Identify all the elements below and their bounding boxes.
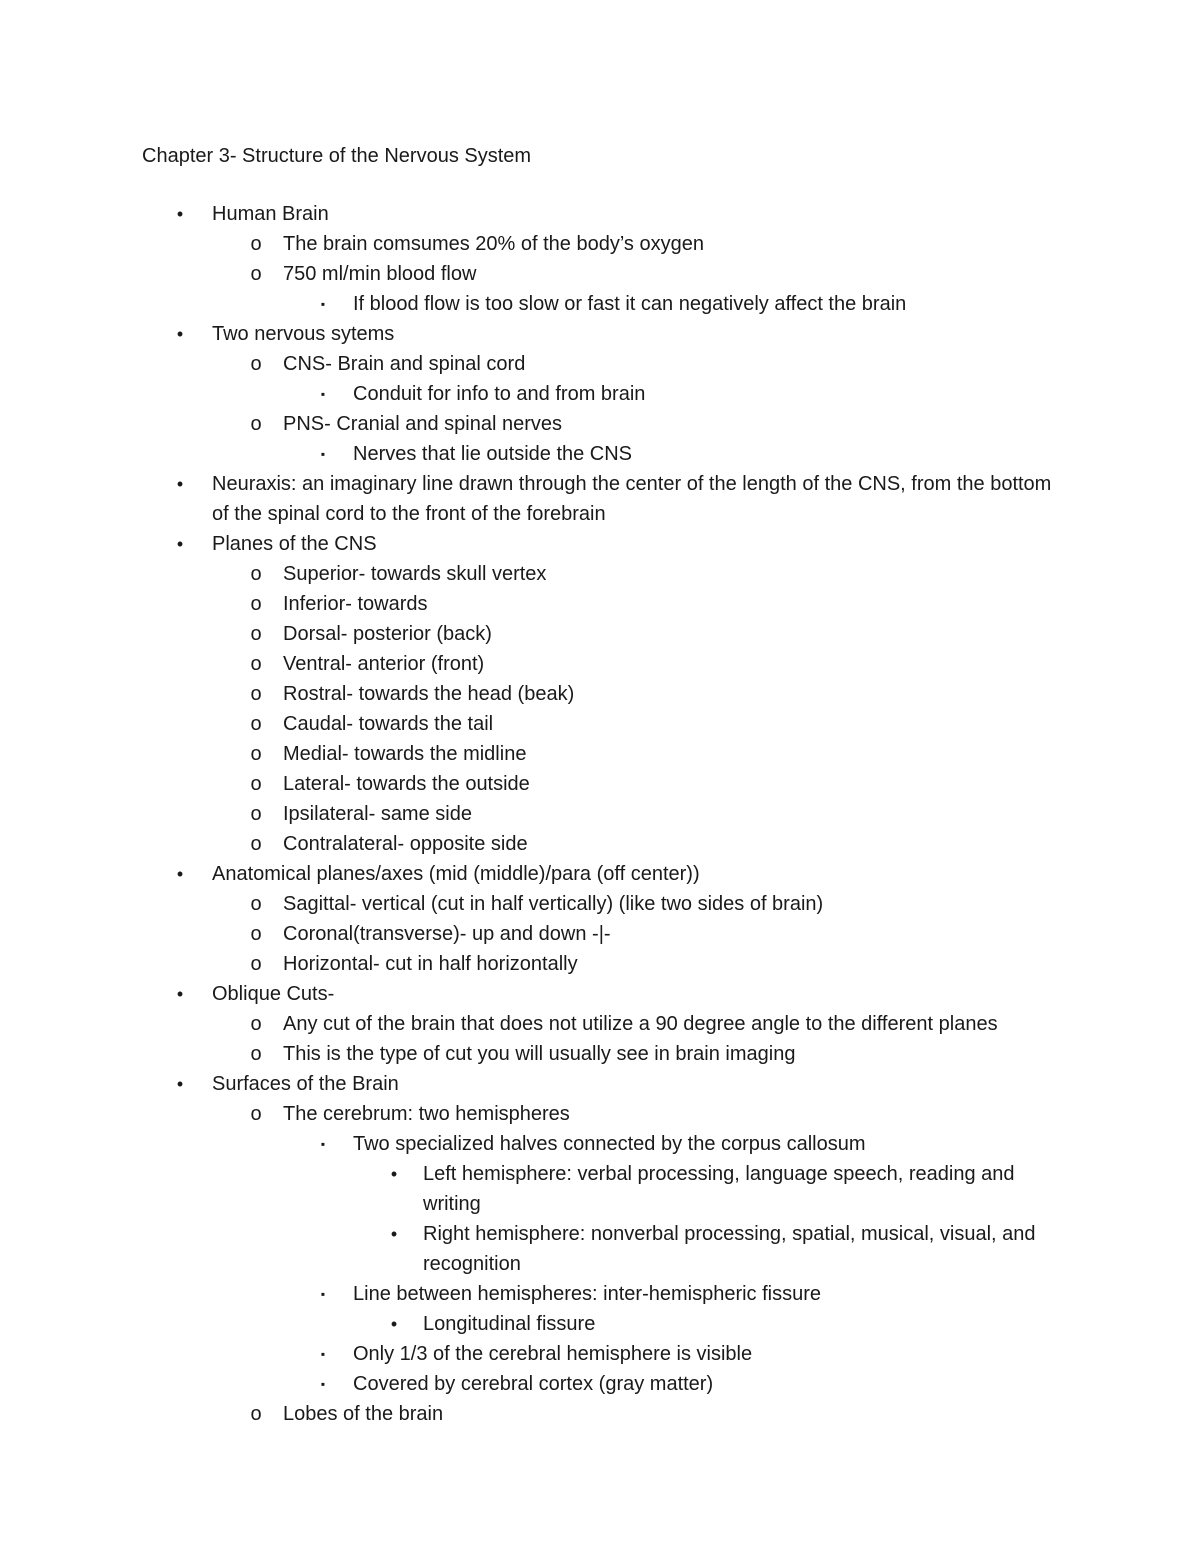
bullet-marker: o <box>250 803 262 825</box>
list-item <box>0 1219 1200 1279</box>
list-item-text: Dorsal- posterior (back) <box>283 623 492 645</box>
list-item <box>0 1039 1200 1069</box>
list-item-text: Rostral- towards the head (beak) <box>283 683 575 705</box>
list-item <box>0 349 1200 379</box>
bullet-marker: o <box>250 623 262 645</box>
list-item <box>0 289 1200 319</box>
list-item <box>0 799 1200 829</box>
list-item <box>0 229 1200 259</box>
list-item <box>0 1369 1200 1399</box>
list-item <box>0 1339 1200 1369</box>
document-title: Chapter 3- Structure of the Nervous System <box>142 145 532 167</box>
list-item <box>0 469 1200 529</box>
bullet-marker: o <box>250 1403 262 1425</box>
list-item <box>0 319 1200 349</box>
list-item-text: Coronal(transverse)- up and down -|- <box>283 923 611 945</box>
bullet-marker: • <box>176 1074 184 1094</box>
bullet-marker: o <box>250 263 262 285</box>
list-item <box>0 949 1200 979</box>
bullet-marker: ▪ <box>320 1347 326 1361</box>
bullet-marker: o <box>250 953 262 975</box>
list-item <box>0 709 1200 739</box>
list-item <box>0 919 1200 949</box>
bullet-marker: o <box>250 923 262 945</box>
bullet-marker: o <box>250 413 262 435</box>
list-item-text: Human Brain <box>212 203 329 225</box>
list-item-text: If blood flow is too slow or fast it can negatively affect the brain <box>353 293 907 315</box>
bullet-marker: o <box>250 233 262 255</box>
list-item-text: Lobes of the brain <box>283 1403 444 1425</box>
list-item <box>0 859 1200 889</box>
list-item-text: Planes of the CNS <box>212 533 377 555</box>
bullet-marker: ▪ <box>320 447 326 461</box>
list-item <box>0 409 1200 439</box>
bullet-marker: o <box>250 653 262 675</box>
list-item-text: Covered by cerebral cortex (gray matter) <box>353 1373 714 1395</box>
list-item <box>0 1069 1200 1099</box>
bullet-marker: ▪ <box>320 297 326 311</box>
list-item-text: Oblique Cuts- <box>212 983 335 1005</box>
list-item <box>0 1099 1200 1129</box>
bullet-outline <box>0 199 1200 1429</box>
bullet-marker: • <box>176 474 184 494</box>
bullet-marker: o <box>250 773 262 795</box>
list-item-text: Ipsilateral- same side <box>283 803 472 825</box>
list-item-text: Surfaces of the Brain <box>212 1073 399 1095</box>
list-item <box>0 619 1200 649</box>
bullet-marker: ▪ <box>320 387 326 401</box>
list-item <box>0 1309 1200 1339</box>
list-item <box>0 379 1200 409</box>
list-item-text: Line between hemispheres: inter-hemispheric fissure <box>353 1283 822 1305</box>
list-item-text: Longitudinal fissure <box>423 1313 596 1335</box>
bullet-marker: • <box>390 1164 398 1184</box>
list-item-text: Horizontal- cut in half horizontally <box>283 953 578 975</box>
list-item <box>0 439 1200 469</box>
bullet-marker: ▪ <box>320 1137 326 1151</box>
list-item <box>0 199 1200 229</box>
list-item <box>0 829 1200 859</box>
list-item <box>0 979 1200 1009</box>
list-item <box>0 1159 1200 1219</box>
bullet-marker: o <box>250 683 262 705</box>
list-item <box>0 529 1200 559</box>
list-item-text: PNS- Cranial and spinal nerves <box>283 413 563 435</box>
list-item <box>0 259 1200 289</box>
list-item-text: Any cut of the brain that does not utilize a 90 degree angle to the different planes <box>283 1013 998 1035</box>
bullet-marker: o <box>250 353 262 375</box>
list-item <box>0 1399 1200 1429</box>
bullet-marker: • <box>176 534 184 554</box>
list-item <box>0 1279 1200 1309</box>
bullet-marker: o <box>250 893 262 915</box>
bullet-marker: • <box>176 204 184 224</box>
bullet-marker: ▪ <box>320 1287 326 1301</box>
bullet-marker: o <box>250 593 262 615</box>
list-item-text: 750 ml/min blood flow <box>283 263 477 285</box>
list-item-text: Ventral- anterior (front) <box>283 653 485 675</box>
list-item-text: Anatomical planes/axes (mid (middle)/para (off center)) <box>212 863 700 885</box>
list-item-text: This is the type of cut you will usually see in brain imaging <box>283 1043 796 1065</box>
bullet-marker: • <box>390 1314 398 1334</box>
list-item <box>0 739 1200 769</box>
bullet-marker: • <box>176 984 184 1004</box>
list-item-text: Nerves that lie outside the CNS <box>353 443 633 465</box>
bullet-marker: o <box>250 743 262 765</box>
bullet-marker: o <box>250 833 262 855</box>
list-item-text: Medial- towards the midline <box>283 743 527 765</box>
bullet-marker: o <box>250 713 262 735</box>
list-item <box>0 889 1200 919</box>
bullet-marker: o <box>250 1013 262 1035</box>
list-item-text: Two specialized halves connected by the corpus callosum <box>353 1133 866 1155</box>
list-item-text: Right hemisphere: nonverbal processing, spatial, musical, visual, and recognition <box>423 1223 1036 1275</box>
list-item <box>0 559 1200 589</box>
bullet-marker: ▪ <box>320 1377 326 1391</box>
list-item <box>0 769 1200 799</box>
list-item-text: Neuraxis: an imaginary line drawn through the center of the length of the CNS, from the bottom of the spinal cord to the front of the forebrain <box>212 473 1052 525</box>
bullet-marker: o <box>250 563 262 585</box>
list-item-text: Only 1/3 of the cerebral hemisphere is visible <box>353 1343 753 1365</box>
list-item-text: Conduit for info to and from brain <box>353 383 646 405</box>
list-item-text: Contralateral- opposite side <box>283 833 528 855</box>
bullet-marker: • <box>176 864 184 884</box>
list-item-text: Left hemisphere: verbal processing, language speech, reading and writing <box>423 1163 1015 1215</box>
bullet-marker: • <box>390 1224 398 1244</box>
list-item-text: Lateral- towards the outside <box>283 773 530 795</box>
list-item-text: Inferior- towards <box>283 593 428 615</box>
list-item-text: Sagittal- vertical (cut in half vertically) (like two sides of brain) <box>283 893 824 915</box>
list-item-text: Superior- towards skull vertex <box>283 563 547 585</box>
bullet-marker: • <box>176 324 184 344</box>
bullet-marker: o <box>250 1103 262 1125</box>
list-item-text: The brain comsumes 20% of the body’s oxygen <box>283 233 704 255</box>
list-item-text: CNS- Brain and spinal cord <box>283 353 526 375</box>
list-item-text: Two nervous sytems <box>212 323 395 345</box>
list-item-text: The cerebrum: two hemispheres <box>283 1103 570 1125</box>
list-item <box>0 679 1200 709</box>
list-item <box>0 1009 1200 1039</box>
list-item <box>0 1129 1200 1159</box>
list-item <box>0 589 1200 619</box>
bullet-marker: o <box>250 1043 262 1065</box>
list-item-text: Caudal- towards the tail <box>283 713 494 735</box>
list-item <box>0 649 1200 679</box>
